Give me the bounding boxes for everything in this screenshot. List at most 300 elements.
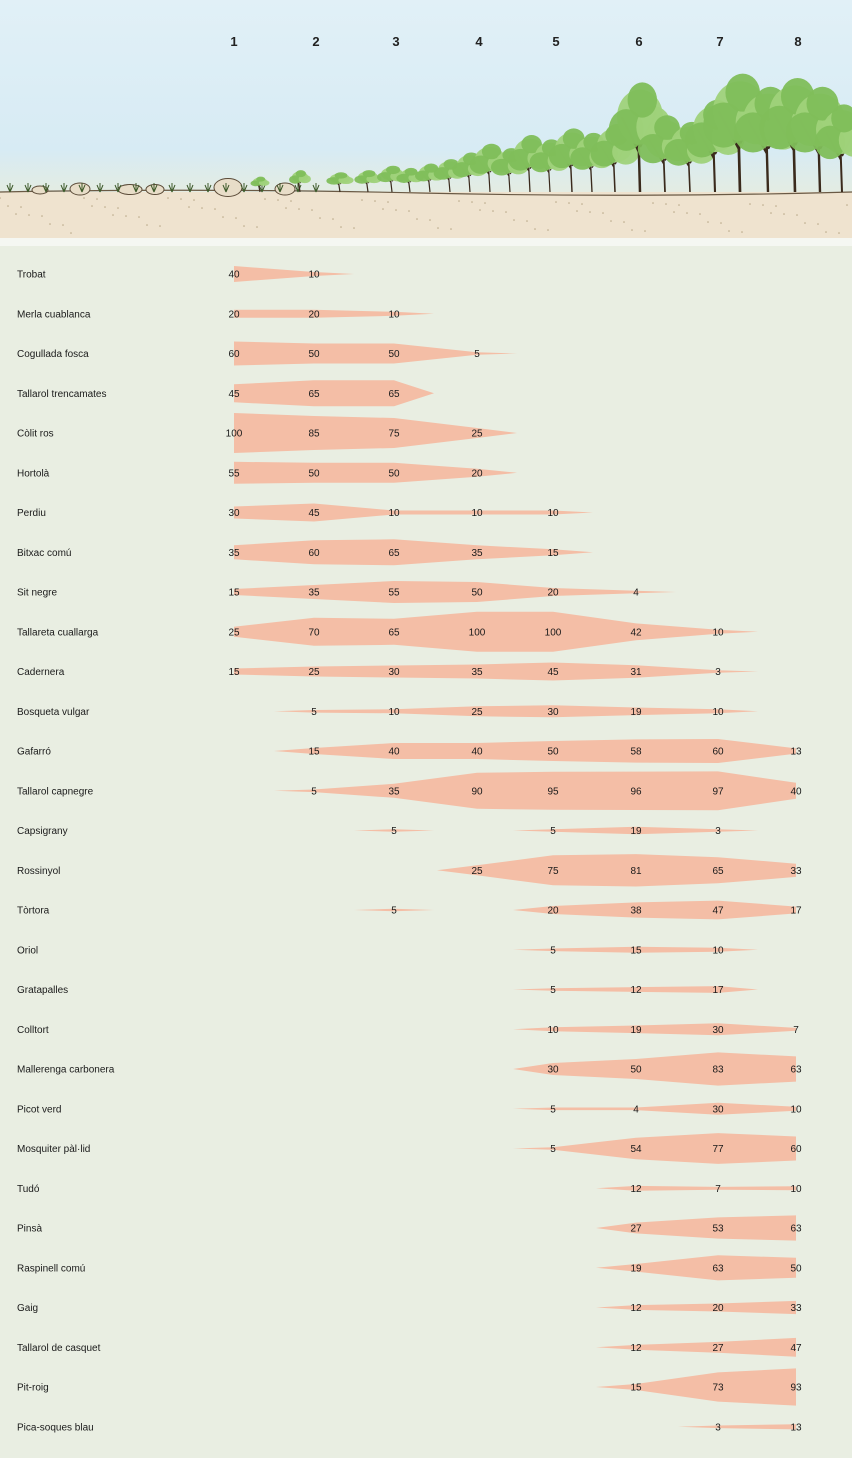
value-label: 4 (633, 1104, 639, 1116)
value-label: 50 (308, 349, 320, 360)
value-label: 20 (547, 587, 559, 599)
soil-speck (112, 214, 114, 216)
species-label: Cogullada fosca (17, 349, 89, 360)
soil-speck (382, 208, 384, 210)
soil-speck (720, 222, 722, 224)
value-label: 25 (471, 865, 483, 877)
row-pica-soques-blau (17, 1422, 802, 1433)
value-label: 65 (388, 547, 400, 559)
value-label: 53 (712, 1223, 724, 1235)
value-label: 15 (630, 1382, 642, 1394)
soil-speck (361, 199, 363, 201)
value-label: 5 (550, 826, 556, 837)
value-label: 63 (790, 1223, 802, 1235)
species-label: Oriol (17, 945, 39, 957)
value-label: 3 (715, 826, 721, 837)
value-label: 96 (630, 786, 642, 798)
soil-speck (395, 209, 397, 211)
soil-speck (749, 203, 751, 205)
value-label: 5 (550, 1104, 556, 1116)
soil-speck (416, 218, 418, 220)
value-label: 35 (388, 786, 400, 798)
soil-speck (796, 214, 798, 216)
soil-speck (568, 202, 570, 204)
soil-speck (332, 218, 334, 220)
value-label: 5 (550, 985, 556, 996)
row-perdiu (17, 504, 593, 522)
row-colit-ros (17, 413, 517, 453)
species-label: Tallarol de casquet (17, 1342, 101, 1354)
value-label: 12 (630, 985, 642, 996)
soil-speck (471, 201, 473, 203)
value-label: 10 (388, 508, 400, 519)
value-label: 50 (790, 1263, 802, 1275)
soil-speck (311, 209, 313, 211)
value-label: 65 (388, 388, 400, 400)
row-tallarol-de-casquet (17, 1338, 802, 1357)
value-label: 30 (388, 667, 400, 678)
soil-speck (678, 204, 680, 206)
value-label: 65 (388, 627, 400, 639)
value-label: 35 (228, 547, 240, 559)
soil-speck (180, 198, 182, 200)
value-label: 7 (793, 1024, 799, 1036)
value-label: 19 (630, 826, 642, 837)
value-label: 100 (468, 627, 486, 639)
grass-tuft (25, 183, 31, 192)
value-label: 19 (630, 1263, 642, 1275)
soil-speck (458, 200, 460, 202)
value-label: 5 (550, 945, 556, 957)
value-label: 50 (308, 468, 320, 480)
soil-speck (817, 223, 819, 225)
value-label: 10 (547, 508, 559, 519)
value-label: 54 (630, 1144, 642, 1155)
species-label: Hortolà (17, 468, 50, 480)
value-label: 15 (308, 746, 320, 758)
value-label: 15 (228, 587, 240, 599)
species-label: Tudó (17, 1183, 40, 1195)
abundance-band-raspinell-comu (596, 1255, 796, 1280)
row-rossinyol (17, 854, 802, 886)
value-label: 30 (712, 1024, 724, 1036)
row-mosquiter-pal-lid (17, 1133, 802, 1164)
value-label: 25 (228, 627, 240, 639)
soil-speck (762, 204, 764, 206)
value-label: 19 (630, 1024, 642, 1036)
species-label: Trobat (17, 269, 46, 281)
row-cogullada-fosca (17, 342, 517, 366)
species-label: Gratapalles (17, 985, 69, 996)
row-colltort (17, 1023, 799, 1036)
value-label: 93 (790, 1382, 802, 1394)
value-label: 75 (388, 428, 400, 440)
soil-speck (707, 221, 709, 223)
soil-speck (62, 224, 64, 226)
soil-speck (513, 219, 515, 221)
soil-speck (644, 230, 646, 232)
soil-speck (576, 210, 578, 212)
landscape-illustration (0, 0, 852, 238)
soil-speck (104, 206, 106, 208)
soil-speck (298, 208, 300, 210)
soil-speck (581, 203, 583, 205)
soil-speck (167, 197, 169, 199)
species-label: Pica-soques blau (17, 1422, 94, 1434)
abundance-band-gaig (596, 1301, 796, 1314)
value-label: 20 (308, 309, 320, 321)
soil-speck (673, 211, 675, 213)
species-label: Cadernera (17, 667, 65, 678)
species-label: Picot verd (17, 1104, 62, 1116)
value-label: 10 (790, 1183, 802, 1195)
value-label: 13 (790, 1422, 802, 1434)
value-label: 100 (544, 627, 562, 639)
value-label: 47 (712, 905, 724, 917)
soil-speck (492, 210, 494, 212)
species-label: Mosquiter pàl·lid (17, 1144, 91, 1155)
soil-speck (783, 213, 785, 215)
soil-speck (201, 207, 203, 209)
soil-speck (91, 205, 93, 207)
soil-speck (41, 215, 43, 217)
value-label: 5 (391, 905, 397, 917)
value-label: 33 (790, 1303, 802, 1314)
species-label: Bitxac comú (17, 547, 72, 559)
abundance-band-pica-soques-blau (678, 1424, 796, 1429)
value-label: 40 (471, 746, 483, 758)
value-label: 5 (391, 826, 397, 837)
soil-speck (146, 224, 148, 226)
value-label: 35 (471, 547, 483, 559)
value-label: 55 (228, 468, 240, 480)
soil-speck (450, 228, 452, 230)
row-picot-verd (17, 1103, 802, 1116)
value-label: 12 (630, 1183, 642, 1195)
value-label: 38 (630, 905, 642, 917)
value-label: 30 (547, 1064, 559, 1076)
value-label: 5 (474, 349, 480, 360)
soil-speck (374, 200, 376, 202)
row-pit-roig (17, 1368, 802, 1405)
value-label: 15 (228, 667, 240, 678)
value-label: 50 (388, 468, 400, 480)
value-label: 5 (550, 1144, 556, 1155)
value-label: 10 (712, 627, 724, 639)
row-tallarol-capnegre (17, 771, 802, 810)
landscape-panel (0, 0, 852, 238)
soil-speck (686, 212, 688, 214)
soil-speck (222, 216, 224, 218)
species-label: Perdiu (17, 508, 46, 519)
soil-speck (728, 230, 730, 232)
abundance-band-trobat (234, 266, 354, 282)
value-label: 10 (388, 706, 400, 718)
soil-speck (319, 217, 321, 219)
abundance-band-perdiu (234, 504, 593, 522)
value-label: 15 (547, 547, 559, 559)
abundance-band-tallarol-de-casquet (596, 1338, 796, 1357)
soil-speck (804, 222, 806, 224)
soil-speck (285, 207, 287, 209)
species-label: Tallarol capnegre (17, 786, 94, 798)
value-label: 25 (471, 706, 483, 718)
soil-speck (775, 205, 777, 207)
ground (0, 192, 852, 238)
species-label: Pit-roig (17, 1382, 49, 1394)
species-label: Capsigrany (17, 826, 68, 837)
value-label: 25 (471, 428, 483, 440)
soil-speck (243, 225, 245, 227)
value-label: 50 (547, 746, 559, 758)
soil-speck (741, 231, 743, 233)
row-capsigrany (17, 826, 758, 837)
soil-speck (96, 198, 98, 200)
rock (70, 183, 90, 195)
value-label: 35 (471, 667, 483, 678)
species-label: Còlit ros (17, 428, 54, 440)
value-label: 10 (388, 309, 400, 321)
value-label: 27 (712, 1342, 724, 1354)
soil-speck (437, 227, 439, 229)
value-label: 63 (712, 1263, 724, 1275)
value-label: 12 (630, 1303, 642, 1314)
value-label: 30 (712, 1104, 724, 1116)
soil-speck (770, 212, 772, 214)
soil-speck (83, 197, 85, 199)
value-label: 73 (712, 1382, 724, 1394)
value-label: 30 (228, 508, 240, 519)
soil-speck (484, 202, 486, 204)
soil-speck (631, 229, 633, 231)
value-label: 5 (311, 706, 317, 718)
species-label: Pinsà (17, 1223, 43, 1235)
value-label: 7 (715, 1183, 721, 1195)
abundance-chart-svg (0, 246, 852, 1453)
soil-speck (235, 217, 237, 219)
abundance-band-pit-roig (596, 1368, 796, 1405)
value-label: 77 (712, 1144, 724, 1155)
value-label: 63 (790, 1064, 802, 1076)
soil-speck (505, 211, 507, 213)
value-label: 40 (228, 269, 240, 281)
row-bitxac-comu (17, 539, 593, 565)
soil-speck (589, 211, 591, 213)
species-label: Merla cuablanca (17, 309, 91, 321)
value-label: 25 (308, 667, 320, 678)
value-label: 50 (471, 587, 483, 599)
value-label: 33 (790, 865, 802, 877)
soil-speck (353, 227, 355, 229)
row-sit-negre (17, 581, 676, 603)
value-label: 5 (311, 786, 317, 798)
soil-speck (610, 220, 612, 222)
value-label: 58 (630, 746, 642, 758)
value-label: 83 (712, 1064, 724, 1076)
soil-speck (125, 215, 127, 217)
species-label: Rossinyol (17, 865, 61, 877)
value-label: 45 (228, 388, 240, 400)
row-raspinell-comu (17, 1255, 802, 1280)
row-gratapalles (17, 985, 758, 996)
value-label: 60 (790, 1144, 802, 1155)
value-label: 65 (308, 388, 320, 400)
value-label: 45 (547, 667, 559, 678)
row-oriol (17, 945, 758, 956)
abundance-band-pinsa (596, 1215, 796, 1240)
abundance-band-tudo (596, 1186, 796, 1191)
row-tallarol-trencamates (17, 380, 434, 406)
species-label: Gafarró (17, 746, 51, 758)
soil-speck (117, 207, 119, 209)
rock (275, 183, 295, 195)
row-hortola (17, 462, 517, 484)
value-label: 40 (388, 746, 400, 758)
column-number-2: 2 (312, 34, 320, 49)
value-label: 15 (630, 945, 642, 957)
value-label: 17 (790, 905, 802, 917)
row-gafarro (17, 739, 802, 763)
value-label: 13 (790, 746, 802, 758)
value-label: 12 (630, 1342, 642, 1354)
value-label: 10 (790, 1104, 802, 1116)
value-label: 50 (630, 1064, 642, 1076)
column-number-5: 5 (552, 34, 560, 49)
soil-speck (526, 220, 528, 222)
row-tortora (17, 901, 802, 920)
column-number-8: 8 (794, 34, 802, 49)
soil-speck (555, 201, 557, 203)
grass-tuft (7, 183, 13, 192)
species-label: Raspinell comú (17, 1263, 86, 1275)
soil-speck (340, 226, 342, 228)
value-label: 81 (630, 865, 642, 877)
soil-speck (70, 232, 72, 234)
value-label: 65 (712, 865, 724, 877)
soil-speck (652, 202, 654, 204)
value-label: 35 (308, 587, 320, 599)
value-label: 85 (308, 428, 320, 440)
value-label: 100 (225, 428, 243, 440)
value-label: 42 (630, 627, 642, 639)
abundance-band-bosqueta-vulgar (274, 705, 758, 717)
column-number-6: 6 (635, 34, 643, 49)
soil-speck (825, 231, 827, 233)
value-label: 17 (712, 985, 724, 996)
value-label: 45 (308, 508, 320, 519)
species-label: Sit negre (17, 587, 58, 599)
soil-speck (256, 226, 258, 228)
value-label: 10 (712, 945, 724, 957)
species-label: Bosqueta vulgar (17, 706, 90, 718)
soil-speck (846, 204, 848, 206)
soil-speck (665, 203, 667, 205)
soil-speck (7, 205, 9, 207)
value-label: 70 (308, 627, 320, 639)
soil-speck (290, 200, 292, 202)
value-label: 4 (633, 587, 639, 599)
soil-speck (15, 213, 17, 215)
soil-speck (408, 210, 410, 212)
value-label: 10 (547, 1024, 559, 1036)
soil-speck (699, 213, 701, 215)
soil-speck (49, 223, 51, 225)
value-label: 20 (547, 905, 559, 917)
value-label: 10 (712, 706, 724, 718)
row-mallerenga-carbonera (17, 1052, 802, 1085)
value-label: 10 (308, 269, 320, 281)
row-trobat (17, 266, 354, 282)
species-label: Tòrtora (17, 905, 50, 917)
value-label: 97 (712, 786, 724, 798)
soil-speck (479, 209, 481, 211)
row-merla-cuablanca (17, 309, 434, 320)
abundance-band-sit-negre (234, 581, 676, 603)
soil-speck (429, 219, 431, 221)
soil-speck (602, 212, 604, 214)
value-label: 60 (308, 547, 320, 559)
row-cadernera (17, 663, 758, 681)
abundance-band-rossinyol (437, 854, 796, 886)
soil-speck (547, 229, 549, 231)
soil-speck (534, 228, 536, 230)
value-label: 27 (630, 1223, 642, 1235)
column-number-7: 7 (716, 34, 724, 49)
value-label: 60 (228, 349, 240, 360)
value-label: 30 (547, 706, 559, 718)
species-label: Colltort (17, 1024, 49, 1036)
row-tudo (17, 1184, 802, 1195)
value-label: 60 (712, 746, 724, 758)
row-tallareta-cuallarga (17, 612, 758, 652)
value-label: 55 (388, 587, 400, 599)
abundance-chart (0, 246, 852, 1453)
value-label: 20 (712, 1303, 724, 1314)
species-label: Tallarol trencamates (17, 388, 107, 400)
column-number-3: 3 (392, 34, 400, 49)
row-pinsa (17, 1215, 802, 1240)
value-label: 31 (630, 667, 642, 678)
value-label: 40 (790, 786, 802, 798)
column-number-1: 1 (230, 34, 238, 49)
soil-speck (159, 225, 161, 227)
value-label: 47 (790, 1342, 802, 1354)
soil-speck (387, 201, 389, 203)
value-label: 3 (715, 667, 721, 678)
column-number-4: 4 (475, 34, 483, 49)
value-label: 20 (471, 468, 483, 480)
soil-speck (20, 206, 22, 208)
abundance-band-tallarol-trencamates (234, 380, 434, 406)
species-label: Tallareta cuallarga (17, 627, 99, 639)
species-label: Gaig (17, 1303, 39, 1314)
soil-speck (28, 214, 30, 216)
value-label: 90 (471, 786, 483, 798)
row-bosqueta-vulgar (17, 705, 758, 718)
value-label: 10 (471, 508, 483, 519)
tree (250, 177, 269, 192)
abundance-band-bitxac-comu (234, 539, 593, 565)
species-label: Mallerenga carbonera (17, 1064, 115, 1076)
soil-speck (193, 199, 195, 201)
soil-speck (623, 221, 625, 223)
value-label: 3 (715, 1422, 721, 1434)
soil-speck (188, 206, 190, 208)
soil-speck (138, 216, 140, 218)
soil-speck (838, 232, 840, 234)
value-label: 95 (547, 786, 559, 798)
value-label: 19 (630, 706, 642, 718)
